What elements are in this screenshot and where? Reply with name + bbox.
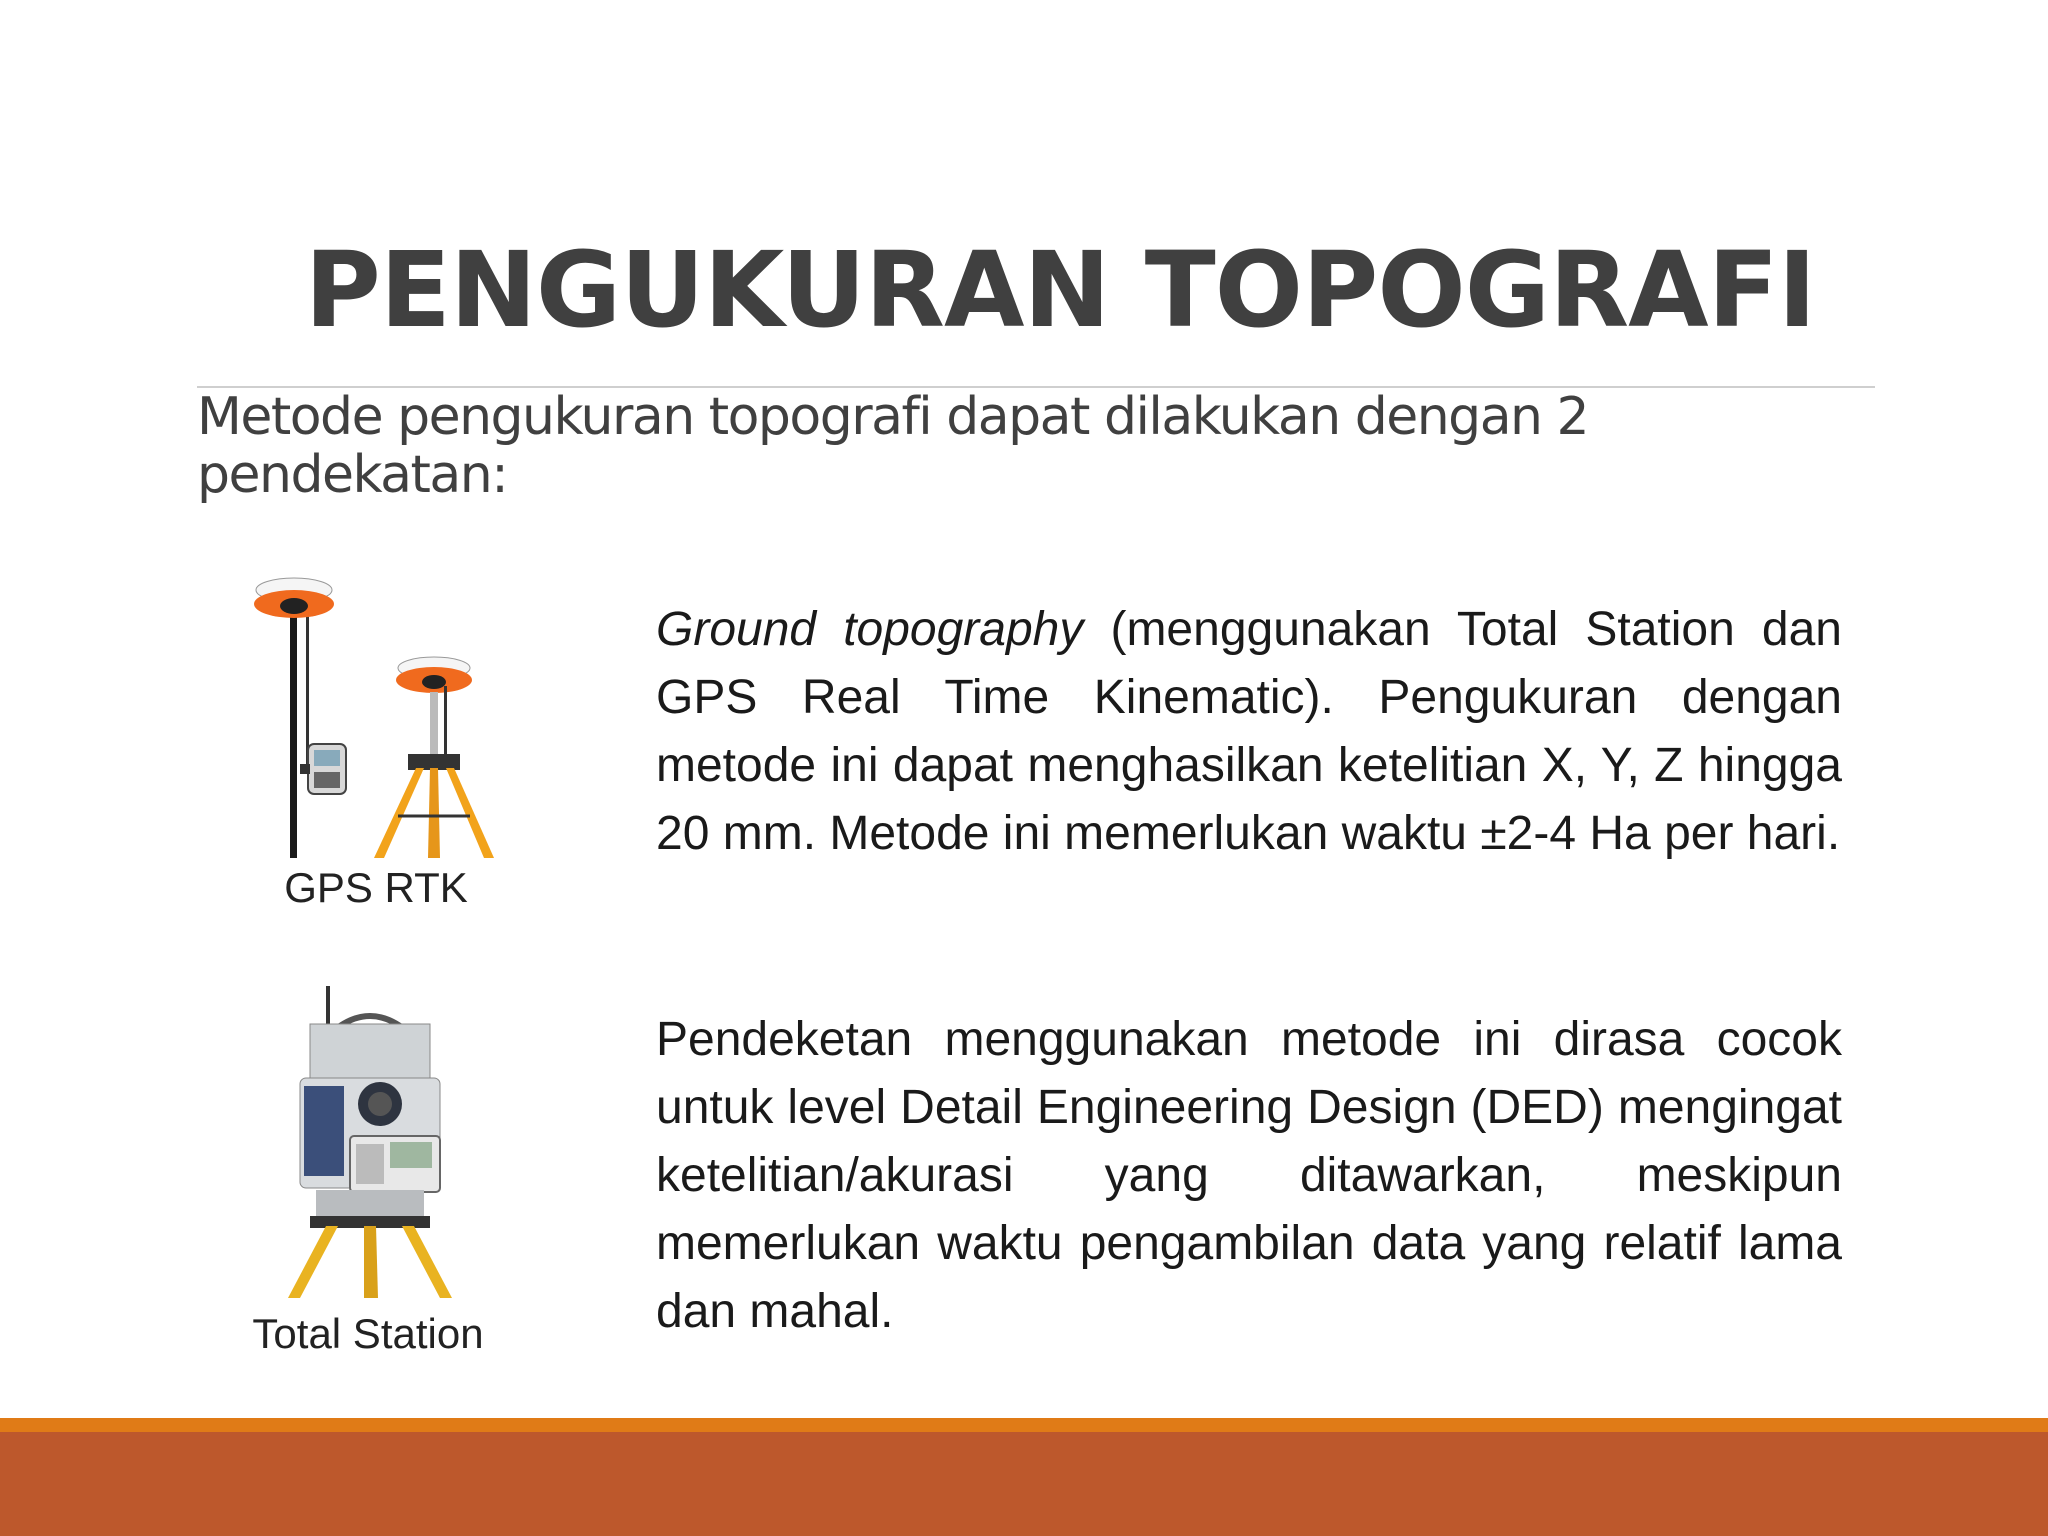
paragraph-ground-topography xyxy=(656,596,1842,868)
gps-rtk-caption: GPS RTK xyxy=(284,864,468,911)
slide-subtitle: Metode pengukuran topografi dapat dilakukan dengan 2 pendekatan: xyxy=(197,387,1589,505)
footer-accent-stripe xyxy=(0,1418,2048,1432)
slide-title: PENGUKURAN TOPOGRAFI xyxy=(304,229,1816,351)
paragraph-1-body: (menggunakan Total Station dan GPS Real Time Kinematic). Pengukuran dengan metode ini dapat menghasilkan ketelitian X, Y, Z hingga 20 mm. Metode ini memerlukan waktu ±2-4 Ha per hari. xyxy=(656,603,1842,860)
gps-rtk-image xyxy=(248,576,498,858)
total-station-image xyxy=(280,986,460,1298)
footer-bar xyxy=(0,1432,2048,1536)
ground-topography-term: Ground topography xyxy=(656,603,1084,656)
paragraph-ded: Pendeketan menggunakan metode ini dirasa cocok untuk level Detail Engineering Design (DED) mengingat ketelitian/akurasi yang ditawarkan, meskipun memerlukan waktu pengambilan data yang relatif lama dan mahal. xyxy=(656,1013,1842,1338)
total-station-caption: Total Station xyxy=(252,1310,484,1357)
